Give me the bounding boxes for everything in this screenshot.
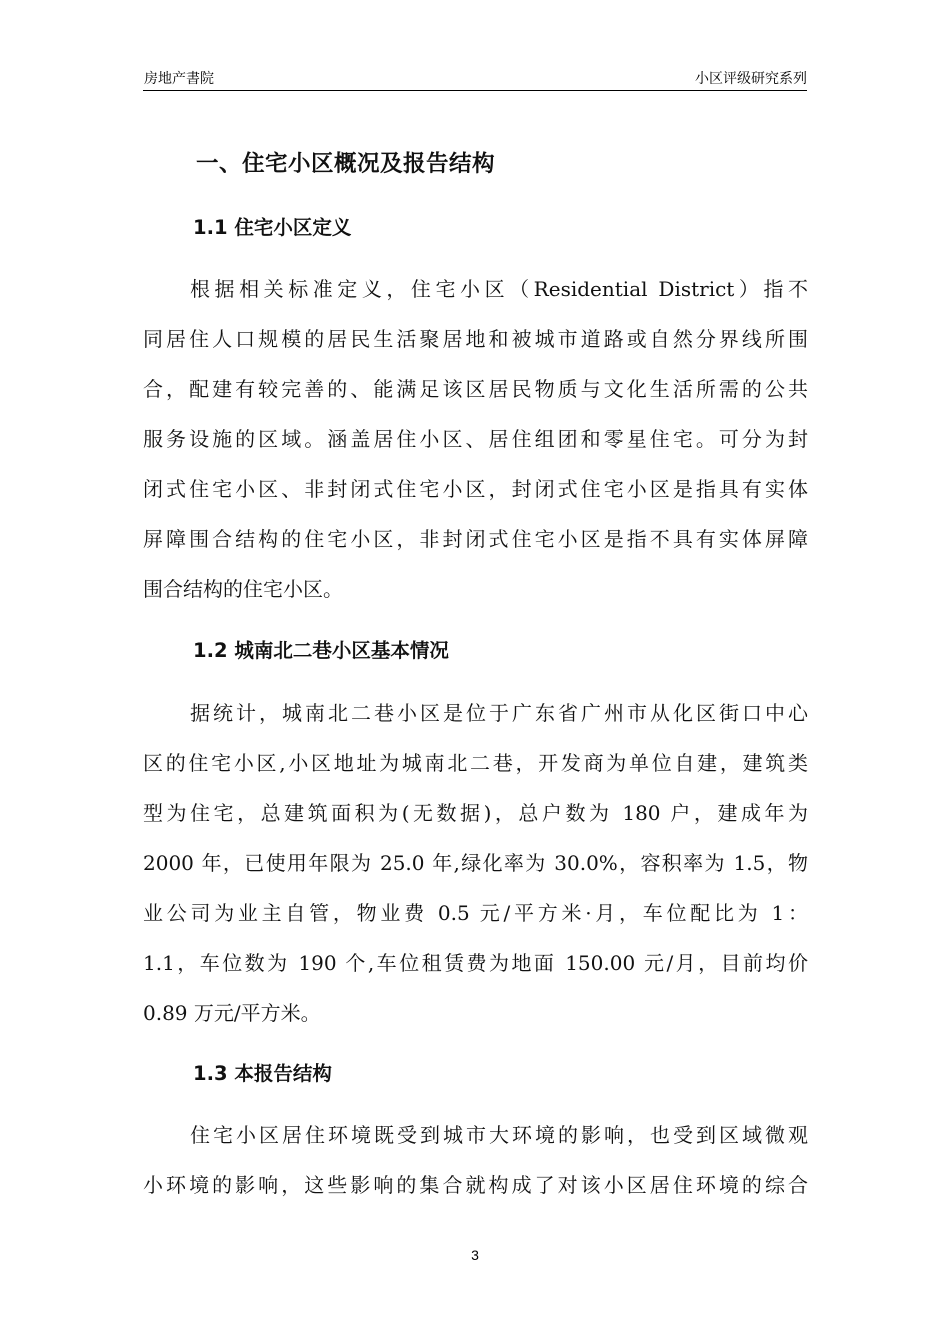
paragraph-line: 小环境的影响，这些影响的集合就构成了对该小区居住环境的综合 <box>143 1173 808 1197</box>
paragraph-line: 0.89 万元/平方米。 <box>143 1001 321 1025</box>
subsection-heading-1-2: 1.2 城南北二巷小区基本情况 <box>193 639 449 662</box>
section-title: 一、住宅小区概况及报告结构 <box>196 151 496 177</box>
paragraph-line: 业公司为业主自管，物业费 0.5 元/平方米·月，车位配比为 1： <box>143 901 808 925</box>
paragraph-line: 合，配建有较完善的、能满足该区居民物质与文化生活所需的公共 <box>143 377 808 401</box>
page-header <box>143 66 807 91</box>
page-number: 3 <box>471 1247 479 1263</box>
header-series-title: 小区评级研究系列 <box>695 71 807 87</box>
paragraph-line: 闭式住宅小区、非封闭式住宅小区，封闭式住宅小区是指具有实体 <box>143 477 808 501</box>
paragraph-line: 2000 年，已使用年限为 25.0 年,绿化率为 30.0%，容积率为 1.5，物 <box>143 851 808 875</box>
paragraph-basic-info <box>143 688 808 1038</box>
subsection-heading-1-1: 1.1 住宅小区定义 <box>193 216 352 239</box>
paragraph-line: 住宅小区居住环境既受到城市大环境的影响，也受到区域微观 <box>190 1123 808 1147</box>
header-publisher: 房地产書院 <box>144 71 214 87</box>
paragraph-line: 服务设施的区域。涵盖居住小区、居住组团和零星住宅。可分为封 <box>143 427 808 451</box>
paragraph-line: 屏障围合结构的住宅小区，非封闭式住宅小区是指不具有实体屏障 <box>143 527 808 551</box>
paragraph-line: 同居住人口规模的居民生活聚居地和被城市道路或自然分界线所围 <box>143 327 808 351</box>
paragraph-line: 1.1，车位数为 190 个,车位租赁费为地面 150.00 元/月，目前均价 <box>143 951 808 975</box>
paragraph-line: 围合结构的住宅小区。 <box>143 577 343 601</box>
paragraph-report-structure <box>143 1110 808 1210</box>
paragraph-line: 型为住宅，总建筑面积为(无数据)，总户数为 180 户，建成年为 <box>143 801 808 825</box>
paragraph-definition <box>143 264 808 614</box>
paragraph-line: 根据相关标准定义，住宅小区（Residential District）指不 <box>190 277 808 301</box>
paragraph-line: 据统计，城南北二巷小区是位于广东省广州市从化区街口中心 <box>190 701 808 725</box>
subsection-heading-1-3: 1.3 本报告结构 <box>193 1062 332 1085</box>
paragraph-line: 区的住宅小区,小区地址为城南北二巷，开发商为单位自建，建筑类 <box>143 751 808 775</box>
